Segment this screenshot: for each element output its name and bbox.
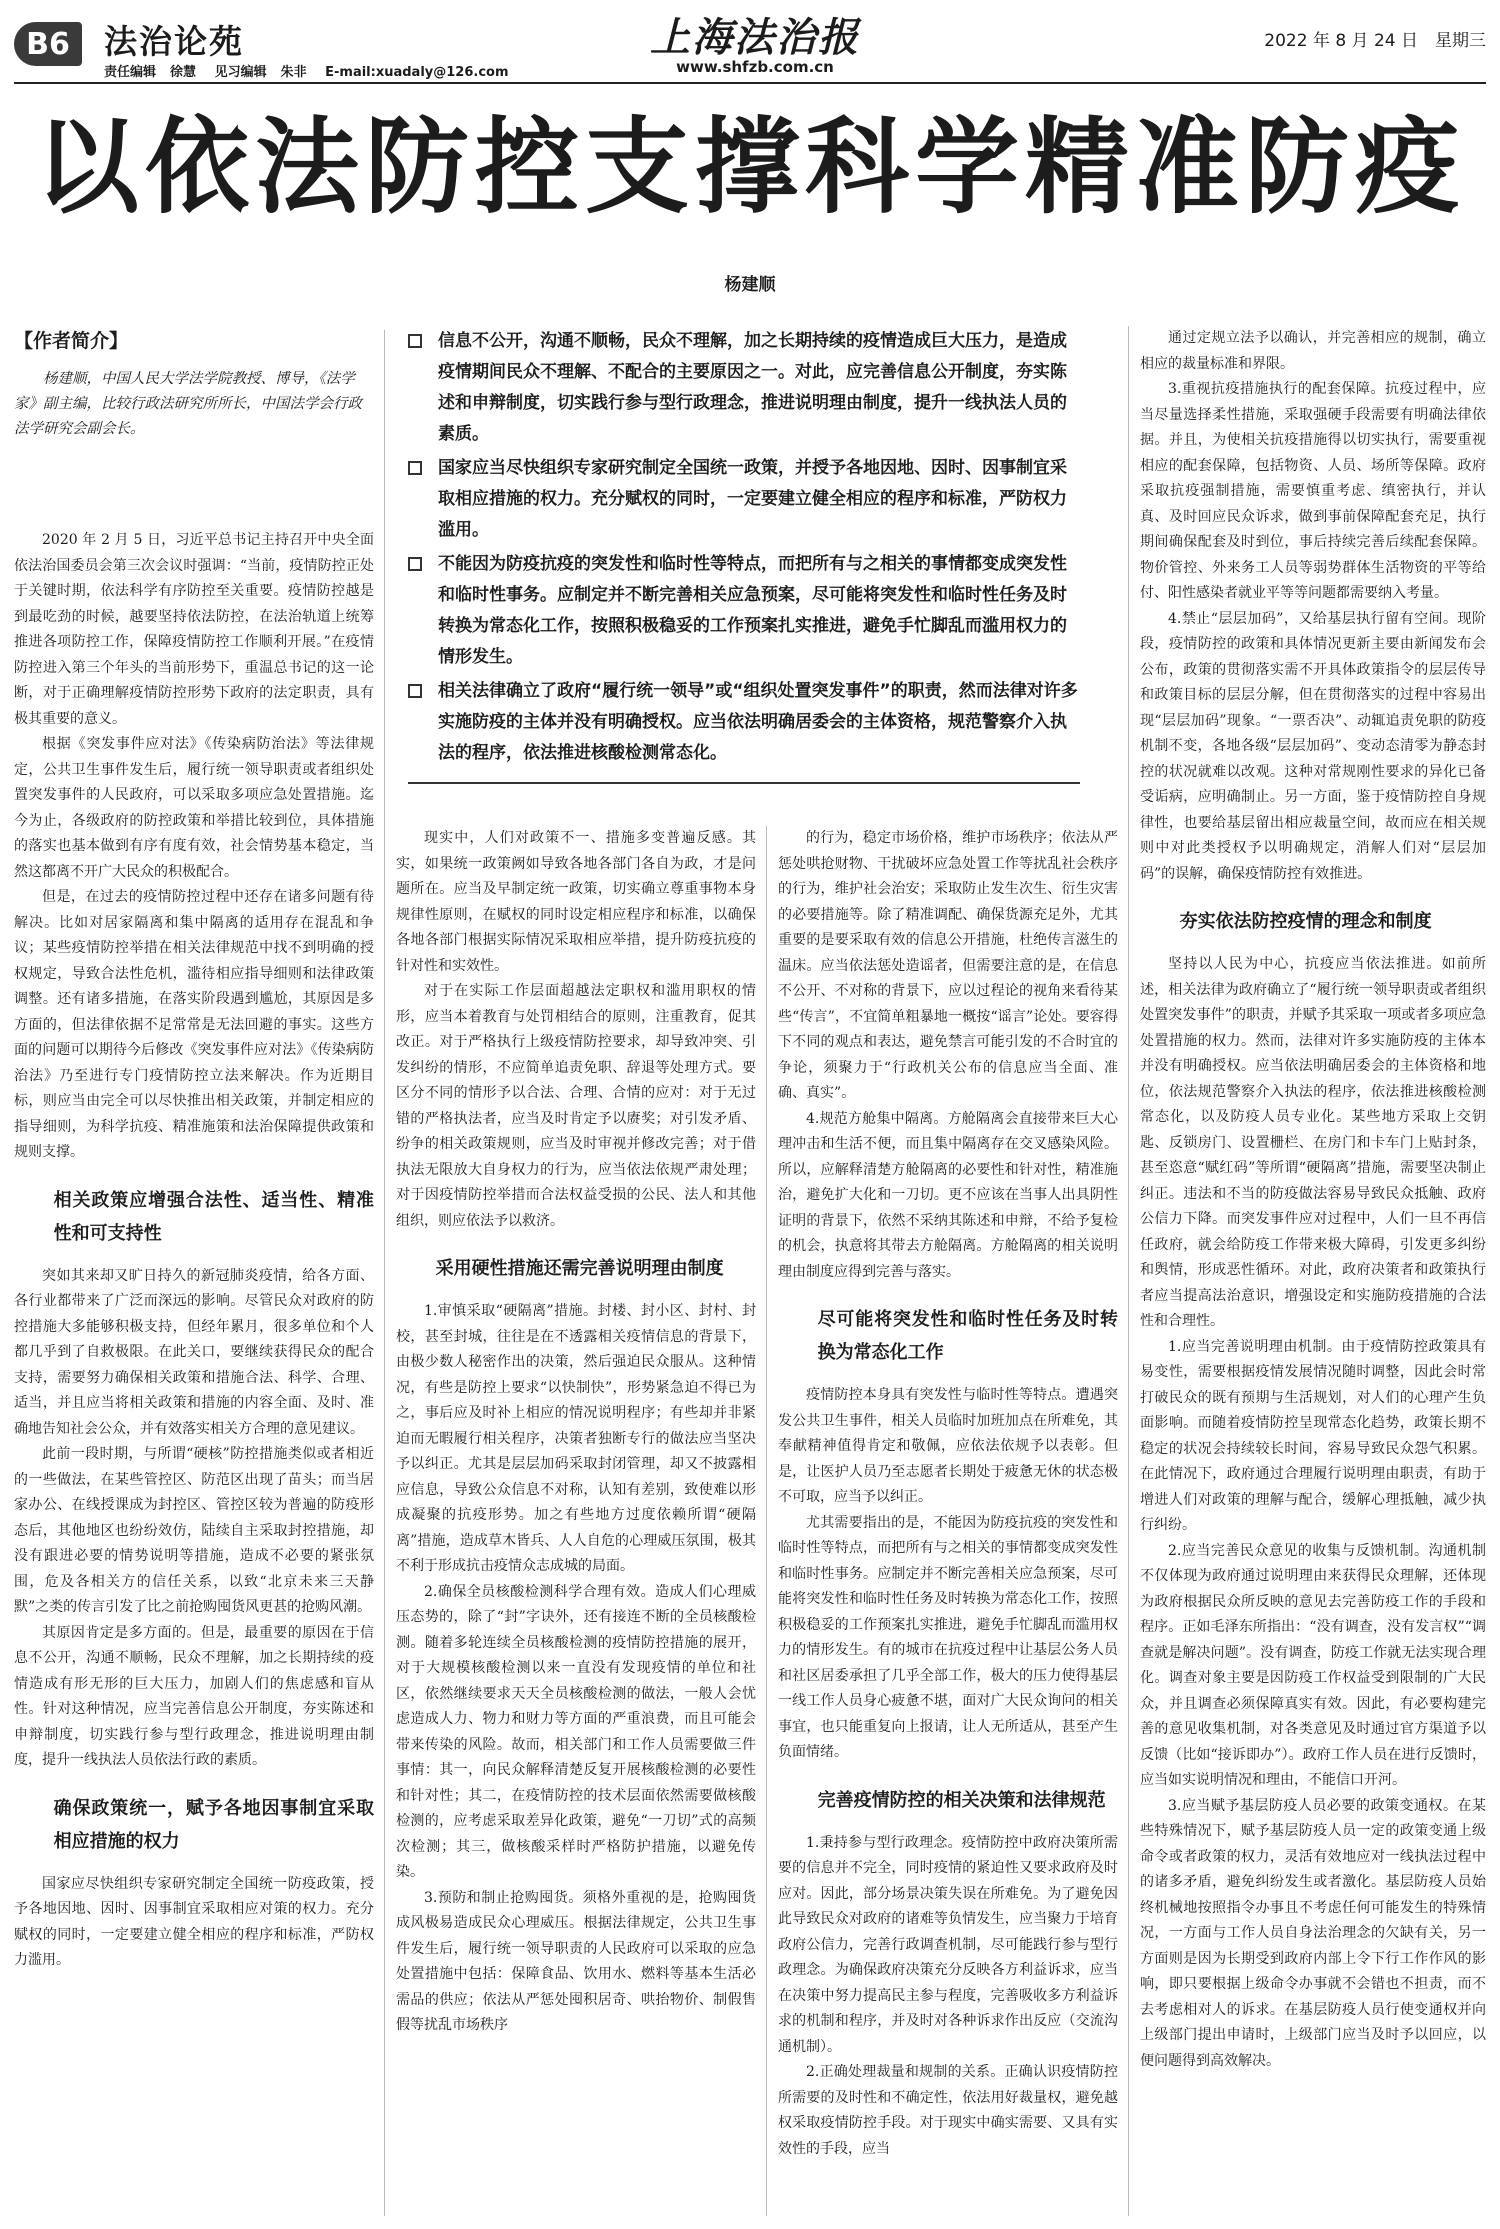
issue-date: 2022 年 8 月 24 日 星期三 bbox=[1264, 31, 1486, 51]
article-headline: 以依法防控支撑科学精准防疫 bbox=[34, 106, 1465, 228]
page-number-badge: B6 bbox=[14, 22, 82, 66]
square-bullet-icon bbox=[408, 557, 422, 571]
newspaper-logo: 上海法治报 bbox=[650, 14, 860, 61]
author-intro bbox=[14, 326, 374, 442]
pullquote-item bbox=[408, 326, 1080, 450]
square-bullet-icon bbox=[408, 334, 422, 348]
paragraph: 1.秉持参与型行政理念。疫情防控中政府决策所需要的信息并不完全，同时疫情的紧迫性又要求政府及时应对。因此，部分场景决策失误在所难免。为了避免因此导致民众对政府的诸难等负情发生，应当聚力于培育政府公信力，完善行政调查机制，尽可能践行参与型行政理念。为确保政府决策充分反映各方利益诉求，应当在决策中努力提高民主参与程度，完善吸收多方利益诉求的机制和程序，并及时对各种诉求作出反应（交流沟通机制）。 bbox=[778, 1834, 1118, 2055]
paragraph: 3.预防和制止抢购囤货。须格外重视的是，抢购囤货成风极易造成民众心理威压。根据法律规定，公共卫生事件发生后，履行统一领导职责的人民政府可以采取的应急处置措施中包括：保障食品、饮用水、燃料等基本生活必需品的供应；依法从严惩处囤积居奇、哄抬物价、制假售假等扰乱市场秩序 bbox=[396, 1889, 756, 2033]
paragraph: 国家应尽快组织专家研究制定全国统一防疫政策，授予各地因地、因时、因事制宜采取相应对策的权力。充分赋权的同时，一定要建立健全相应的程序和标准，严防权力滥用。 bbox=[14, 1875, 374, 1968]
subheading: 完善疫情防控的相关决策和法律规范 bbox=[817, 1789, 1106, 1811]
pullquote-item bbox=[408, 453, 1080, 546]
paragraph: 尤其需要指出的是，不能因为防疫抗疫的突发性和临时性等特点，而把所有与之相关的事情都变成突发性和临时性事务。应制定并不断完善相关应急预案，尽可能将突发性和临时性任务及时转换为常态化工作，按照积极稳妥的工作预案扎实推进，避免手忙脚乱而滥用权力的情形发生。有的城市在抗疫过程中让基层公务人员和社区居委承担了几乎全部工作，极大的压力使得基层一线工作人员身心疲惫不堪，面对广大民众询问的相关事宜，也只能重复向上报请，让人无所适从，甚至产生负面情绪。 bbox=[778, 1514, 1118, 1760]
paragraph: 对于在实际工作层面超越法定职权和滥用职权的情形，应当本着教育与处罚相结合的原则，注重教育，促其改正。对于严格执行上级疫情防控要求，却导致冲突、引发纠纷的情形，不应简单追责免职、辞退等处理方式。要区分不同的情形予以合法、合理、合情的应对：对于无过错的严格执法者，应当及时肯定予以赓奖；对引发矛盾、纷争的相关政策规则，应当及时审视并修改完善；对于借执法无限放大自身权力的行为，应当依法依规严肃处理；对于因疫情防控举措而合法权益受损的公民、法人和其他组织，则应依法予以救济。 bbox=[396, 983, 756, 1229]
trainee-editor-name: 朱非 bbox=[280, 65, 307, 80]
article-column-1 bbox=[14, 528, 374, 2218]
editor-email[interactable]: E-mail:xuadaly@126.com bbox=[325, 65, 509, 80]
article-column-3 bbox=[778, 826, 1118, 2218]
paragraph: 但是，在过去的疫情防控过程中还存在诸多问题有待解决。比如对居家隔离和集中隔离的适用存在混乱和争议；某些疫情防控举措在相关法律规范中找不到明确的授权规定，导致合法性危机，滥待相应指导细则和法律政策调整。还有诸多措施，在落实阶段遇到尴尬，其原因是多方面的，但法律依据不足常常是无法回避的事实。这些方面的问题可以期待今后修改《突发事件应对法》《传染病防治法》乃至进行专门疫情防控立法来解决。作为近期目标，则应当由完全可以尽快推出相关政策，并制定相应的指导细则，为科学抗疫、精准施策和法治保障提供政策和规则支撑。 bbox=[14, 889, 374, 1160]
paragraph: 2.应当完善民众意见的收集与反馈机制。沟通机制不仅体现为政府通过说明理由来获得民众理解，还体现为政府根据民众所反映的意见去完善防疫工作的手段和程序。正如毛泽东所指出：“没有调查，没有发言权”“调查就是解决问题”。没有调查，防疫工作就无法实现合理化。调查对象主要是因防疫工作权益受到限制的广大民众，并且调查必须保障真实有效。因此，有必要构建完善的意见收集机制，对各类意见及时通过官方渠道予以反馈（比如“接诉即办”）。政府工作人员在进行反馈时，应当如实说明情况和理由，不能信口开河。 bbox=[1140, 1542, 1486, 1788]
paragraph: 现实中，人们对政策不一、措施多变普遍反感。其实，如果统一政策阙如导致各地各部门各自为政，才是问题所在。应当及早制定统一政策，切实确立尊重事物本身规律性原则，在赋权的同时设定相应程序和标准，以确保各地各部门根据实际情况采取相应举措，提升防疫抗疫的针对性和实效性。 bbox=[396, 830, 756, 974]
square-bullet-icon bbox=[408, 684, 422, 698]
article-column-4 bbox=[1140, 326, 1486, 2218]
column-divider bbox=[1128, 326, 1129, 2216]
pullquote-item bbox=[408, 549, 1080, 673]
paragraph: 其原因肯定是多方面的。但是，最重要的原因在于信息不公开，沟通不顺畅，民众不理解，加之长期持续的疫情造成有形无形的巨大压力，加剧人们的焦虑感和盲从性。针对这种情况，应当完善信息公开制度，夯实陈述和申辩制度，切实践行参与型行政理念，推进说明理由制度，提升一线执法人员依法行政的素质。 bbox=[14, 1624, 374, 1768]
paragraph: 通过定规立法予以确认，并完善相应的规制，确立相应的裁量标准和界限。 bbox=[1140, 330, 1486, 372]
pullquote-text: 不能因为防疫抗疫的突发性和临时性等特点，而把所有与之相关的事情都变成突发性和临时性事务。应制定并不断完善相关应急预案，尽可能将突发性和临时性任务及时转换为常态化工作，按照积极稳妥的工作预案扎实推进，避免手忙脚乱而滥用权力的情形发生。 bbox=[438, 554, 1067, 667]
paragraph: 4.规范方舱集中隔离。方舱隔离会直接带来巨大心理冲击和生活不便，而且集中隔离存在交叉感染风险。所以，应解释清楚方舱隔离的必要性和针对性，精准施治，避免扩大化和一刀切。更不应该在当事人出具阴性证明的背景下，依然不采纳其陈述和申辩，不给予复检的机会，执意将其带去方舱隔离。方舱隔离的相关说明理由制度应得到完善与落实。 bbox=[778, 1110, 1118, 1280]
pullquote-text: 相关法律确立了政府“履行统一领导”或“组织处置突发事件”的职责，然而法律对许多实施防疫的主体并没有明确授权。应当依法明确居委会的主体资格，规范警察介入执法的程序，依法推进核酸检测常态化。 bbox=[438, 681, 1078, 763]
newspaper-website[interactable]: www.shfzb.com.cn bbox=[676, 58, 834, 76]
editor-name: 徐慧 bbox=[170, 65, 197, 80]
paragraph: 此前一段时期，与所谓“硬核”防控措施类似或者相近的一些做法，在某些管控区、防范区出现了苗头；而当居家办公、在线授课成为封控区、管控区较为普遍的防疫形态后，其他地区也纷纷效仿，陆续自主采取封控措施，却没有跟进必要的情势说明等措施，造成不必要的紧张氛围，危及各相关方的信任关系，以致“北京未来三天静默”之类的传言引发了比之前抢购囤货风更甚的抢购风潮。 bbox=[14, 1446, 374, 1615]
square-bullet-icon bbox=[408, 461, 422, 475]
paragraph: 疫情防控本身具有突发性与临时性等特点。遭遇突发公共卫生事件，相关人员临时加班加点在所难免，其奉献精神值得肯定和敬佩，应依法依规予以表彰。但是，让医护人员乃至志愿者长期处于疲惫无休的状态极不可取，应当予以纠正。 bbox=[778, 1387, 1118, 1505]
subheading: 相关政策应增强合法性、适当性、精准性和可支持性 bbox=[53, 1189, 374, 1244]
masthead bbox=[0, 0, 1500, 84]
article-column-2 bbox=[396, 826, 756, 2218]
paragraph: 4.禁止“层层加码”，又给基层执行留有空间。现阶段，疫情防控的政策和具体情况更新主要由新闻发布会公布，政策的贯彻落实需不开具体政策指令的层层传导和政策目标的层层分解，但在贯彻落实的过程中容易出现“层层加码”现象。“一票否决”、动辄追责免职的防疫机制不变，各地各级“层层加码”、变动态清零为静态封控的状况就难以改观。这种对常规刚性要求的异化已备受诟病，应明确制止。另一方面，鉴于疫情防控自身规律性，也要给基层留出相应裁量空间，故而应在相关规则中对此类授权予以明确规定，消解人们对“层层加码”的误解，确保疫情防控有效推进。 bbox=[1140, 610, 1486, 882]
paragraph: 3.应当赋予基层防疫人员必要的政策变通权。在某些特殊情况下，赋予基层防疫人员一定的政策变通上级命令或者政策的权力，灵活有效地应对一线执法过程中的诸多矛盾，避免纠纷发生或者激化。基层防疫人员始终机械地按照指令办事且不考虑任何可能发生的特殊情况，一方面与工作人员自身法治理念的欠缺有关，另一方面则是因为长期受到政府内部上令下行工作作风的影响，即只要根据上级命令办事就不会错也不担责，而不去考虑相对人的诉求。在基层防疫人员行使变通权并向上级部门提出申请时，上级部门应当及时予以回应，以便问题得到高效解决。 bbox=[1140, 1797, 1486, 2069]
section-title: 法治论苑 bbox=[104, 22, 244, 61]
masthead-divider bbox=[14, 82, 1486, 84]
column-divider bbox=[384, 330, 385, 2216]
subheading: 夯实依法防控疫情的理念和制度 bbox=[1179, 911, 1432, 932]
subheading: 采用硬性措施还需完善说明理由制度 bbox=[435, 1258, 724, 1279]
column-divider bbox=[766, 826, 767, 2216]
paragraph: 根据《突发事件应对法》《传染病防治法》等法律规定，公共卫生事件发生后，履行统一领导职责或者组织处置突发事件的人民政府，可以采取多项应急处置措施。迄今为止，各级政府的防控政策和举措比较到位，具体措施的落实也基本做到有序有度有效，社会情势基本稳定，当然这都离不开广大民众的积极配合。 bbox=[14, 736, 374, 880]
pullquote-item bbox=[408, 676, 1080, 769]
subheading: 确保政策统一，赋予各地因事制宜采取相应措施的权力 bbox=[53, 1797, 374, 1852]
subheading: 尽可能将突发性和临时性任务及时转换为常态化工作 bbox=[817, 1309, 1118, 1363]
paragraph: 坚持以人民为中心，抗疫应当依法推进。如前所述，相关法律为政府确立了“履行统一领导职责或者组织处置突发事件”的职责，并赋予其采取一项或者多项应急处置措施的权力。然而，法律对许多实施防疫的主体本并没有明确授权。应当依法明确居委会的主体资格和地位，依法规范警察介入执法的程序，依法推进核酸检测常态化，以及防疫人员专业化。某些地方采取上交钥匙、反锁房门、设置栅栏、在房门和卡车门上贴封条，甚至恣意“赋红码”等所谓“硬隔离”措施，需要坚决制止纠正。违法和不当的防疫做法容易导致民众抵触、政府公信力下降。而突发事件应对过程中，人们一旦不再信任政府，就会给防疫工作带来极大障碍，引发更多纠纷和舆情，形成恶性循环。对此，政府决策者和政策执行者应当提高法治意识，增强设定和实施防疫措施的合法性和合理性。 bbox=[1140, 956, 1486, 1329]
editor-credits bbox=[104, 61, 523, 80]
paragraph: 1.应当完善说明理由机制。由于疫情防控政策具有易变性，需要根据疫情发展情况随时调整，因此会时常打破民众的既有预期与生活规划，对人们的心理产生负面影响。而随着疫情防控呈现常态化趋势，政策长期不稳定的状况会持续较长时间，容易导致民众怨气积累。在此情况下，政府通过合理履行说明理由职责，有助于增进人们对政策的理解与配合，缓解心理抵触，减少执行纠纷。 bbox=[1140, 1338, 1486, 1533]
paragraph: 突如其来却又旷日持久的新冠肺炎疫情，给各方面、各行业都带来了广泛而深远的影响。尽管民众对政府的防控措施大多能够积极支持，但经年累月，很多单位和个人都几乎到了自救极限。在此关口，要继续获得民众的配合支持，需要努力确保相关政策和措施合法、科学、合理、适当，并且应当将相关政策和措施的内容全面、及时、准确地告知社会公众，并有效落实相关方合理的意见建议。 bbox=[14, 1267, 374, 1437]
paragraph: 2020 年 2 月 5 日，习近平总书记主持召开中央全面依法治国委员会第三次会议时强调：“当前，疫情防控正处于关键时期，依法科学有序防控至关重要。疫情防控越是到最吃劲的时候，越要坚持依法防控，在法治轨道上统筹推进各项防控工作，保障疫情防控工作顺利开展。”在疫情防控进入第三个年头的当前形势下，重温总书记的这一论断，对于正确理解疫情防控形势下政府的法定职责，具有极其重要的意义。 bbox=[14, 532, 374, 727]
pullquote-text: 信息不公开，沟通不顺畅，民众不理解，加之长期持续的疫情造成巨大压力，是造成疫情期间民众不理解、不配合的主要原因之一。对此，应完善信息公开制度，夯实陈述和申辩制度，切实践行参与型行政理念，推进说明理由制度，提升一线执法人员的素质。 bbox=[438, 331, 1067, 444]
pullquote-box bbox=[408, 326, 1080, 784]
paragraph: 2.正确处理裁量和规制的关系。正确认识疫情防控所需要的及时性和不确定性，依法用好裁量权，避免越权采取疫情防控手段。对于现实中确实需要、又具有实效性的手段，应当 bbox=[778, 2064, 1118, 2157]
editor-label: 责任编辑 bbox=[104, 65, 157, 80]
paragraph: 2.确保全员核酸检测科学合理有效。造成人们心理威压态势的，除了“封”字诀外，还有接连不断的全员核酸检测。随着多轮连续全员核酸检测的疫情防控措施的展开，对于大规模核酸检测以来一直没有发现疫情的单位和社区，依然继续要求天天全员核酸检测的做法，一般人会忧虑造成人力、物力和财力等方面的严重浪费，而且可能会带来传染的风险。故而，相关部门和工作人员需要做三件事情：其一，向民众解释清楚反复开展核酸检测的必要性和针对性；其二，在疫情防控的技术层面依然需要做核酸检测的，应考虑采取差异化政策，避免“一刀切”式的高频次检测；其三，做核酸采样时严格防护措施，以避免传染。 bbox=[396, 1583, 756, 1880]
paragraph: 1.审慎采取“硬隔离”措施。封楼、封小区、封村、封校，甚至封城，往往是在不透露相关疫情信息的背景下，由极少数人秘密作出的决策，然后强迫民众服从。这种情况，有些是防控上要求“以快制快”，形势紧急迫不得已为之，事后应及时补上相应的情况说明程序；有些却并非紧迫而无暇履行相关程序，决策者独断专行的做法应当坚决予以纠正。尤其是层层加码采取封闭管理，却又不披露相应信息，导致公众信息不对称，认知有差别，致使难以形成凝聚的抗疫形势。加之有些地方过度依赖所谓“硬隔离”措施，造成草木皆兵、人人自危的心理威压氛围，极其不利于形成抗击疫情众志成城的局面。 bbox=[396, 1303, 756, 1574]
paragraph: 3.重视抗疫措施执行的配套保障。抗疫过程中，应当尽量选择柔性措施，采取强硬手段需要有明确法律依据。并且，为使相关抗疫措施得以切实执行，需要重视相应的配套保障，包括物资、人员、场所等保障。政府采取抗疫强制措施，需要慎重考虑、缜密执行，并认真、及时回应民众诉求，做到事前保障配套充足，执行期间确保配套及时到位，事后持续完善后续配套保障。物价管控、外来务工人员等弱势群体生活物资的平等给付、阳性感染者就业平等等问题都需要纳入考量。 bbox=[1140, 381, 1486, 601]
article-byline: 杨建顺 bbox=[724, 275, 776, 295]
trainee-editor-label: 见习编辑 bbox=[214, 65, 267, 80]
author-intro-text: 杨建顺，中国人民大学法学院教授、博导，《法学家》副主编，比较行政法研究所所长，中国法学会行政法学研究会副会长。 bbox=[14, 371, 362, 437]
pullquote-text: 国家应当尽快组织专家研究制定全国统一政策，并授予各地因地、因时、因事制宜采取相应措施的权力。充分赋权的同时，一定要建立健全相应的程序和标准，严防权力滥用。 bbox=[438, 458, 1067, 540]
author-intro-title: 【作者简介】 bbox=[14, 330, 129, 352]
paragraph: 的行为，稳定市场价格，维护市场秩序；依法从严惩处哄抢财物、干扰破坏应急处置工作等扰乱社会秩序的行为，维护社会治安；采取防止发生次生、衍生灾害的必要措施等。除了精准调配、确保货源充足外，尤其重要的是要采取有效的信息公开措施，杜绝传言滋生的温床。应当依法惩处造谣者，但需要注意的是，在信息不公开、不对称的背景下，应以过程论的视角来看待某些“传言”，不宜简单粗暴地一概按“谣言”论处。要容得下不同的观点和表达，避免禁言可能引发的不合时宜的争论，须聚力于“行政机关公布的信息应当全面、准确、真实”。 bbox=[778, 830, 1118, 1101]
